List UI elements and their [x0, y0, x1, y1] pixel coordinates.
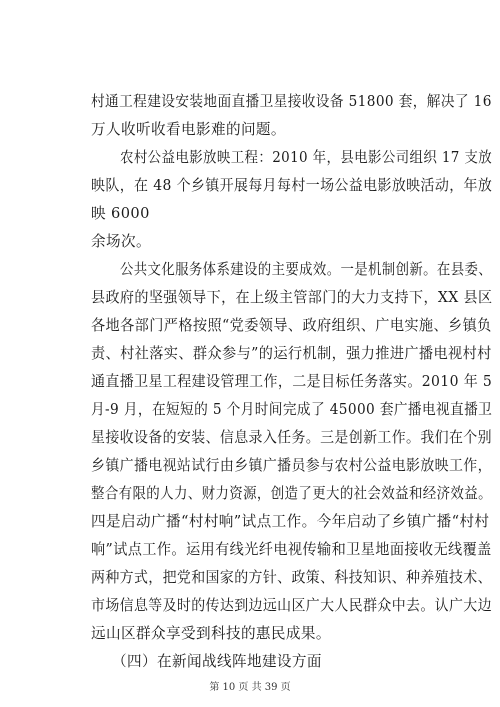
text-line: 公共文化服务体系建设的主要成效。一是机制创新。在县委、 — [120, 261, 493, 278]
text-line: 星接收设备的安装、信息录入任务。三是创新工作。我们在个别 — [91, 429, 492, 446]
text-line: 两种方式，把党和国家的方针、政策、科技知识、种养殖技术、 — [91, 569, 492, 586]
text-line: 农村公益电影放映工程：2010 年，县电影公司组织 17 支放 — [120, 149, 493, 166]
section-heading: （四）在新闻战线阵地建设方面 — [112, 653, 322, 670]
text-line: 村通工程建设安装地面直播卫星接收设备 51800 套，解决了 16 — [91, 93, 492, 110]
text-line: 四是启动广播“村村响”试点工作。今年启动了乡镇广播“村村 — [91, 513, 490, 530]
text-line: 乡镇广播电视站试行由乡镇广播员参与农村公益电影放映工作， — [91, 457, 492, 474]
text-line: 映队，在 48 个乡镇开展每月每村一场公益电影放映活动，年放 — [91, 177, 493, 194]
text-line: 远山区群众享受到科技的惠民成果。 — [91, 625, 331, 642]
text-line: 映 6000 — [91, 205, 150, 222]
text-line: 月-9 月，在短短的 5 个月时间完成了 45000 套广播电视直播卫 — [91, 401, 493, 418]
text-line: 整合有限的人力、财力资源，创造了更大的社会效益和经济效益。 — [91, 485, 492, 502]
text-line: 通直播卫星工程建设管理工作，二是目标任务落实。2010 年 5 — [91, 373, 493, 390]
text-line: 市场信息等及时的传达到边远山区广大人民群众中去。认广大边 — [91, 597, 492, 614]
text-line: 县政府的坚强领导下，在上级主管部门的大力支持下，XX 县区 — [91, 289, 493, 306]
text-line: 余场次。 — [91, 233, 151, 250]
text-line: 各地各部门严格按照“党委领导、政府组织、广电实施、乡镇负 — [91, 317, 492, 334]
text-line: 责、村社落实、群众参与”的运行机制，强力推进广播电视村村 — [91, 345, 492, 362]
text-line: 响”试点工作。运用有线光纤电视传输和卫星地面接收无线覆盖 — [91, 541, 492, 558]
text-line: 万人收听收看电影难的问题。 — [91, 121, 286, 138]
page-number-footer: 第 10 页 共 39 页 — [209, 682, 291, 693]
